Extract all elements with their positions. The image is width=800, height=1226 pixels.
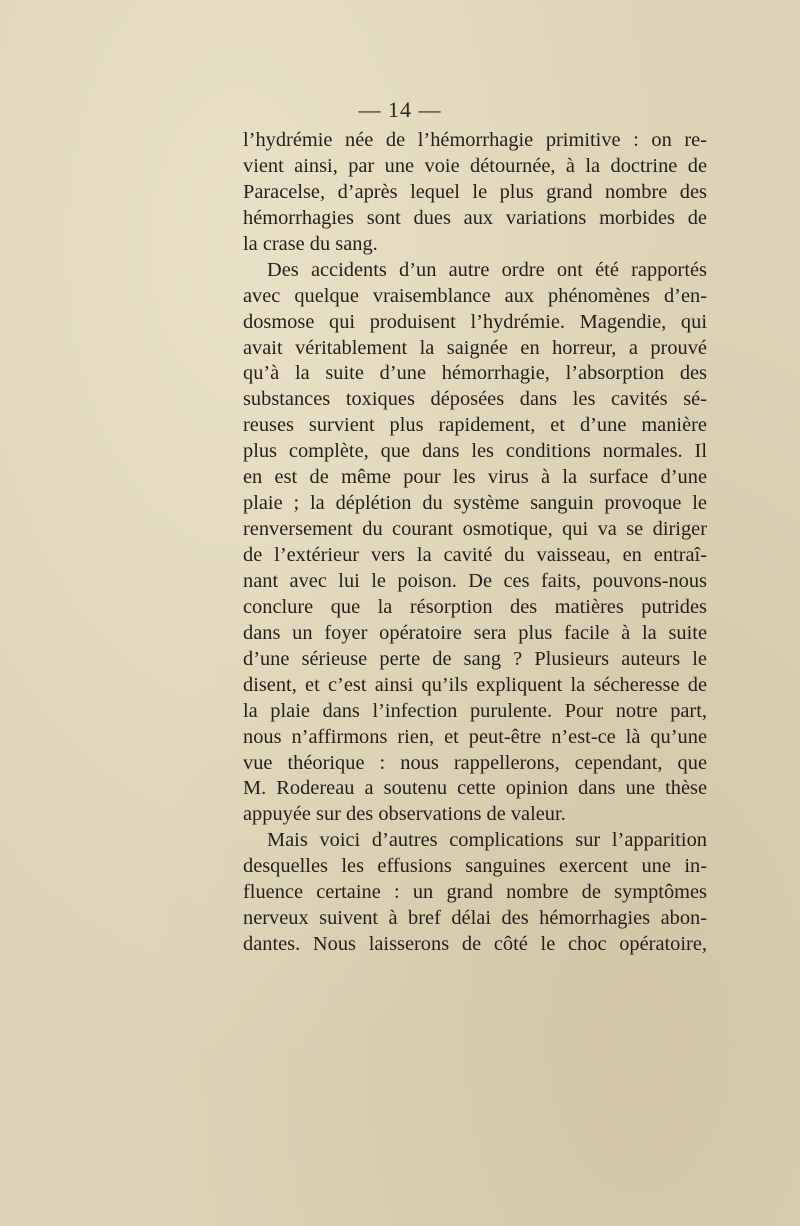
- text-line: en est de même pour les virus à la surface d’une: [243, 466, 707, 489]
- text-line: Paracelse, d’après lequel le plus grand nombre des: [243, 180, 707, 203]
- text-line: la crase du sang.: [243, 232, 378, 255]
- text-line: Mais voici d’autres complications sur l’apparition: [267, 829, 707, 852]
- text-line: hémorrhagies sont dues aux variations morbides de: [243, 206, 707, 229]
- text-line: dans un foyer opératoire sera plus facile à la suite: [243, 621, 707, 644]
- text-line: qu’à la suite d’une hémorrhagie, l’absorption des: [243, 362, 707, 385]
- body-text: [243, 128, 707, 958]
- text-line: nant avec lui le poison. De ces faits, pouvons-nous: [243, 569, 707, 592]
- text-line: fluence certaine : un grand nombre de symptômes: [243, 881, 707, 904]
- text-line: la plaie dans l’infection purulente. Pour notre part,: [243, 699, 707, 722]
- text-line: de l’extérieur vers la cavité du vaisseau, en entraî-: [243, 544, 707, 566]
- text-line: plaie ; la déplétion du système sanguin provoque le: [243, 492, 707, 515]
- text-line: desquelles les effusions sanguines exercent une in-: [243, 855, 707, 878]
- text-line: d’une sérieuse perte de sang ? Plusieurs auteurs le: [243, 647, 707, 670]
- text-line: Des accidents d’un autre ordre ont été rapportés: [267, 258, 707, 281]
- text-line: conclure que la résorption des matières putrides: [243, 595, 707, 618]
- text-line: renversement du courant osmotique, qui va se diriger: [243, 518, 707, 541]
- text-line: avec quelque vraisemblance aux phénomènes d’en-: [243, 284, 707, 307]
- page-number: — 14 —: [358, 97, 442, 122]
- text-line: substances toxiques déposées dans les cavités sé-: [243, 388, 707, 411]
- text-line: dosmose qui produisent l’hydrémie. Magendie, qui: [243, 310, 707, 333]
- text-line: nerveux suivent à bref délai des hémorrhagies abon-: [243, 907, 707, 930]
- text-line: vue théorique : nous rappellerons, cependant, que: [243, 751, 707, 774]
- text-line: M. Rodereau a soutenu cette opinion dans une thèse: [243, 777, 707, 800]
- text-line: avait véritablement la saignée en horreur, a prouvé: [243, 336, 707, 359]
- text-line: disent, et c’est ainsi qu’ils expliquent la sécheresse de: [243, 673, 707, 696]
- text-line: plus complète, que dans les conditions normales. Il: [243, 440, 707, 463]
- text-line: nous n’affirmons rien, et peut-être n’est-ce là qu’une: [243, 725, 707, 748]
- text-line: l’hydrémie née de l’hémorrhagie primitive : on re-: [243, 129, 707, 151]
- text-line: reuses survient plus rapidement, et d’une manière: [243, 414, 707, 437]
- text-line: appuyée sur des observations de valeur.: [243, 803, 566, 826]
- text-line: vient ainsi, par une voie détournée, à la doctrine de: [243, 154, 707, 177]
- text-line: dantes. Nous laisserons de côté le choc opératoire,: [243, 933, 707, 956]
